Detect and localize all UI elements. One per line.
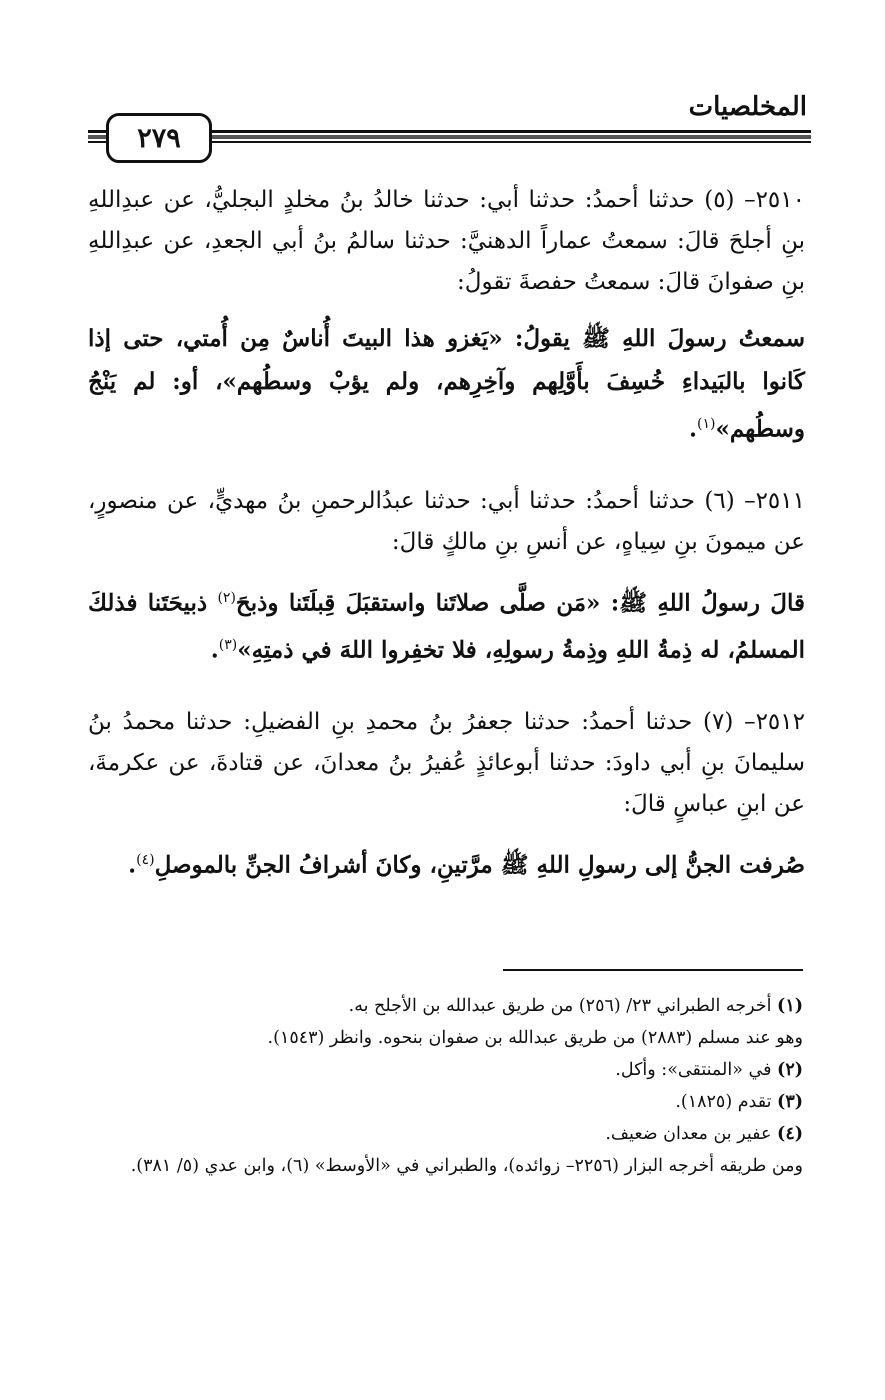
footnote-item: (١) أخرجه الطبراني ٢٣/ (٢٥٦) من طريق عبدالله بن الأجلح به. [348,996,803,1016]
footnote-ref[interactable]: (١) [697,416,716,432]
isnad-text: ٢٥١٠– (٥) حدثنا أحمدُ: حدثنا أبي: حدثنا خالدُ بنُ مخلدٍ البجليُّ، عن عبدِاللهِ بنِ أجلحَ قالَ: سمعتُ عماراً الدهنيَّ: حدثنا سالمُ بنُ أبي الجعدِ، عن عبدِاللهِ بنِ صفوانَ قالَ: سمعتُ حفصةَ تقولُ: [88,187,805,295]
main-text [88,180,805,917]
footnote-separator [503,969,803,971]
footnote-item: ومن طريقه أخرجه البزار (٢٢٥٦– زوائده)، والطبراني في «الأوسط» (٦)، وابن عدي (٥/ ٣٨١). [130,1156,803,1176]
footnote-ref[interactable]: (٤) [136,851,155,868]
running-head-title: المخلصيات [688,92,807,122]
footnote-item: (٣) تقدم (١٨٢٥). [675,1092,803,1112]
matn-text: صُرفت الجنُّ إلى رسولِ اللهِ ﷺ مرَّتينِ، وكانَ أشرافُ الجنِّ بالموصلِ$^{(٤)}$. [128,851,805,879]
footnotes [88,992,803,1184]
hadith-2512 [88,702,805,887]
footnote-item: (٢) في «المنتقى»: وأكل. [615,1060,803,1080]
page-number [106,113,212,163]
footnote-item: وهو عند مسلم (٢٨٨٣) من طريق عبدالله بن صفوان بنحوه. وانظر (١٥٤٣). [267,1028,803,1048]
page-number-text: ٢٧٩ [137,122,181,154]
footnote-ref[interactable]: (٣) [218,637,238,654]
matn-text: سمعتُ رسولَ اللهِ ﷺ يقولُ: «يَغزو هذا البيتَ أُناسٌ مِن أُمتي، حتى إذا كَانوا بالبَيداءِ خُسِفَ بأَوَّلِهم وآخِرِهم، ولم يؤبْ وسطُهم»، أو: لم يَنْجُ وسطُهم»$^{(١)}$. [88,325,805,443]
matn-text: قالَ رسولُ اللهِ ﷺ: «مَن صلَّى صلاتَنا واستقبَلَ قِبلَتَنا وذبحَ$^{(٢)}$ ذبيحَتَنا فذلكَ المسلمُ، له ذِمةُ اللهِ وذِمةُ رسولِهِ، فلا تخفِروا اللهَ في ذمتِهِ»$^{(٣)}$. [88,589,805,664]
hadith-2510 [88,180,805,451]
footnote-ref[interactable]: (٢) [217,589,236,606]
isnad-text: ٢٥١١– (٦) حدثنا أحمدُ: حدثنا أبي: حدثنا عبدُالرحمنِ بنُ مهديٍّ، عن منصورٍ، عن ميمونَ بنِ سِياهٍ، عن أنسِ بنِ مالكٍ قالَ: [88,487,805,555]
hadith-2511 [88,481,805,672]
isnad-text: ٢٥١٢– (٧) حدثنا أحمدُ: حدثنا جعفرُ بنُ محمدِ بنِ الفضيلِ: حدثنا محمدُ بنُ سليمانَ بنِ أبي داودَ: حدثنا أبوعائذٍ عُفيرُ بنُ معدانَ، عن قتادةَ، عن عكرمةَ، عن ابنِ عباسٍ قالَ: [88,708,805,817]
footnote-item: (٤) عفير بن معدان ضعيف. [605,1124,803,1144]
